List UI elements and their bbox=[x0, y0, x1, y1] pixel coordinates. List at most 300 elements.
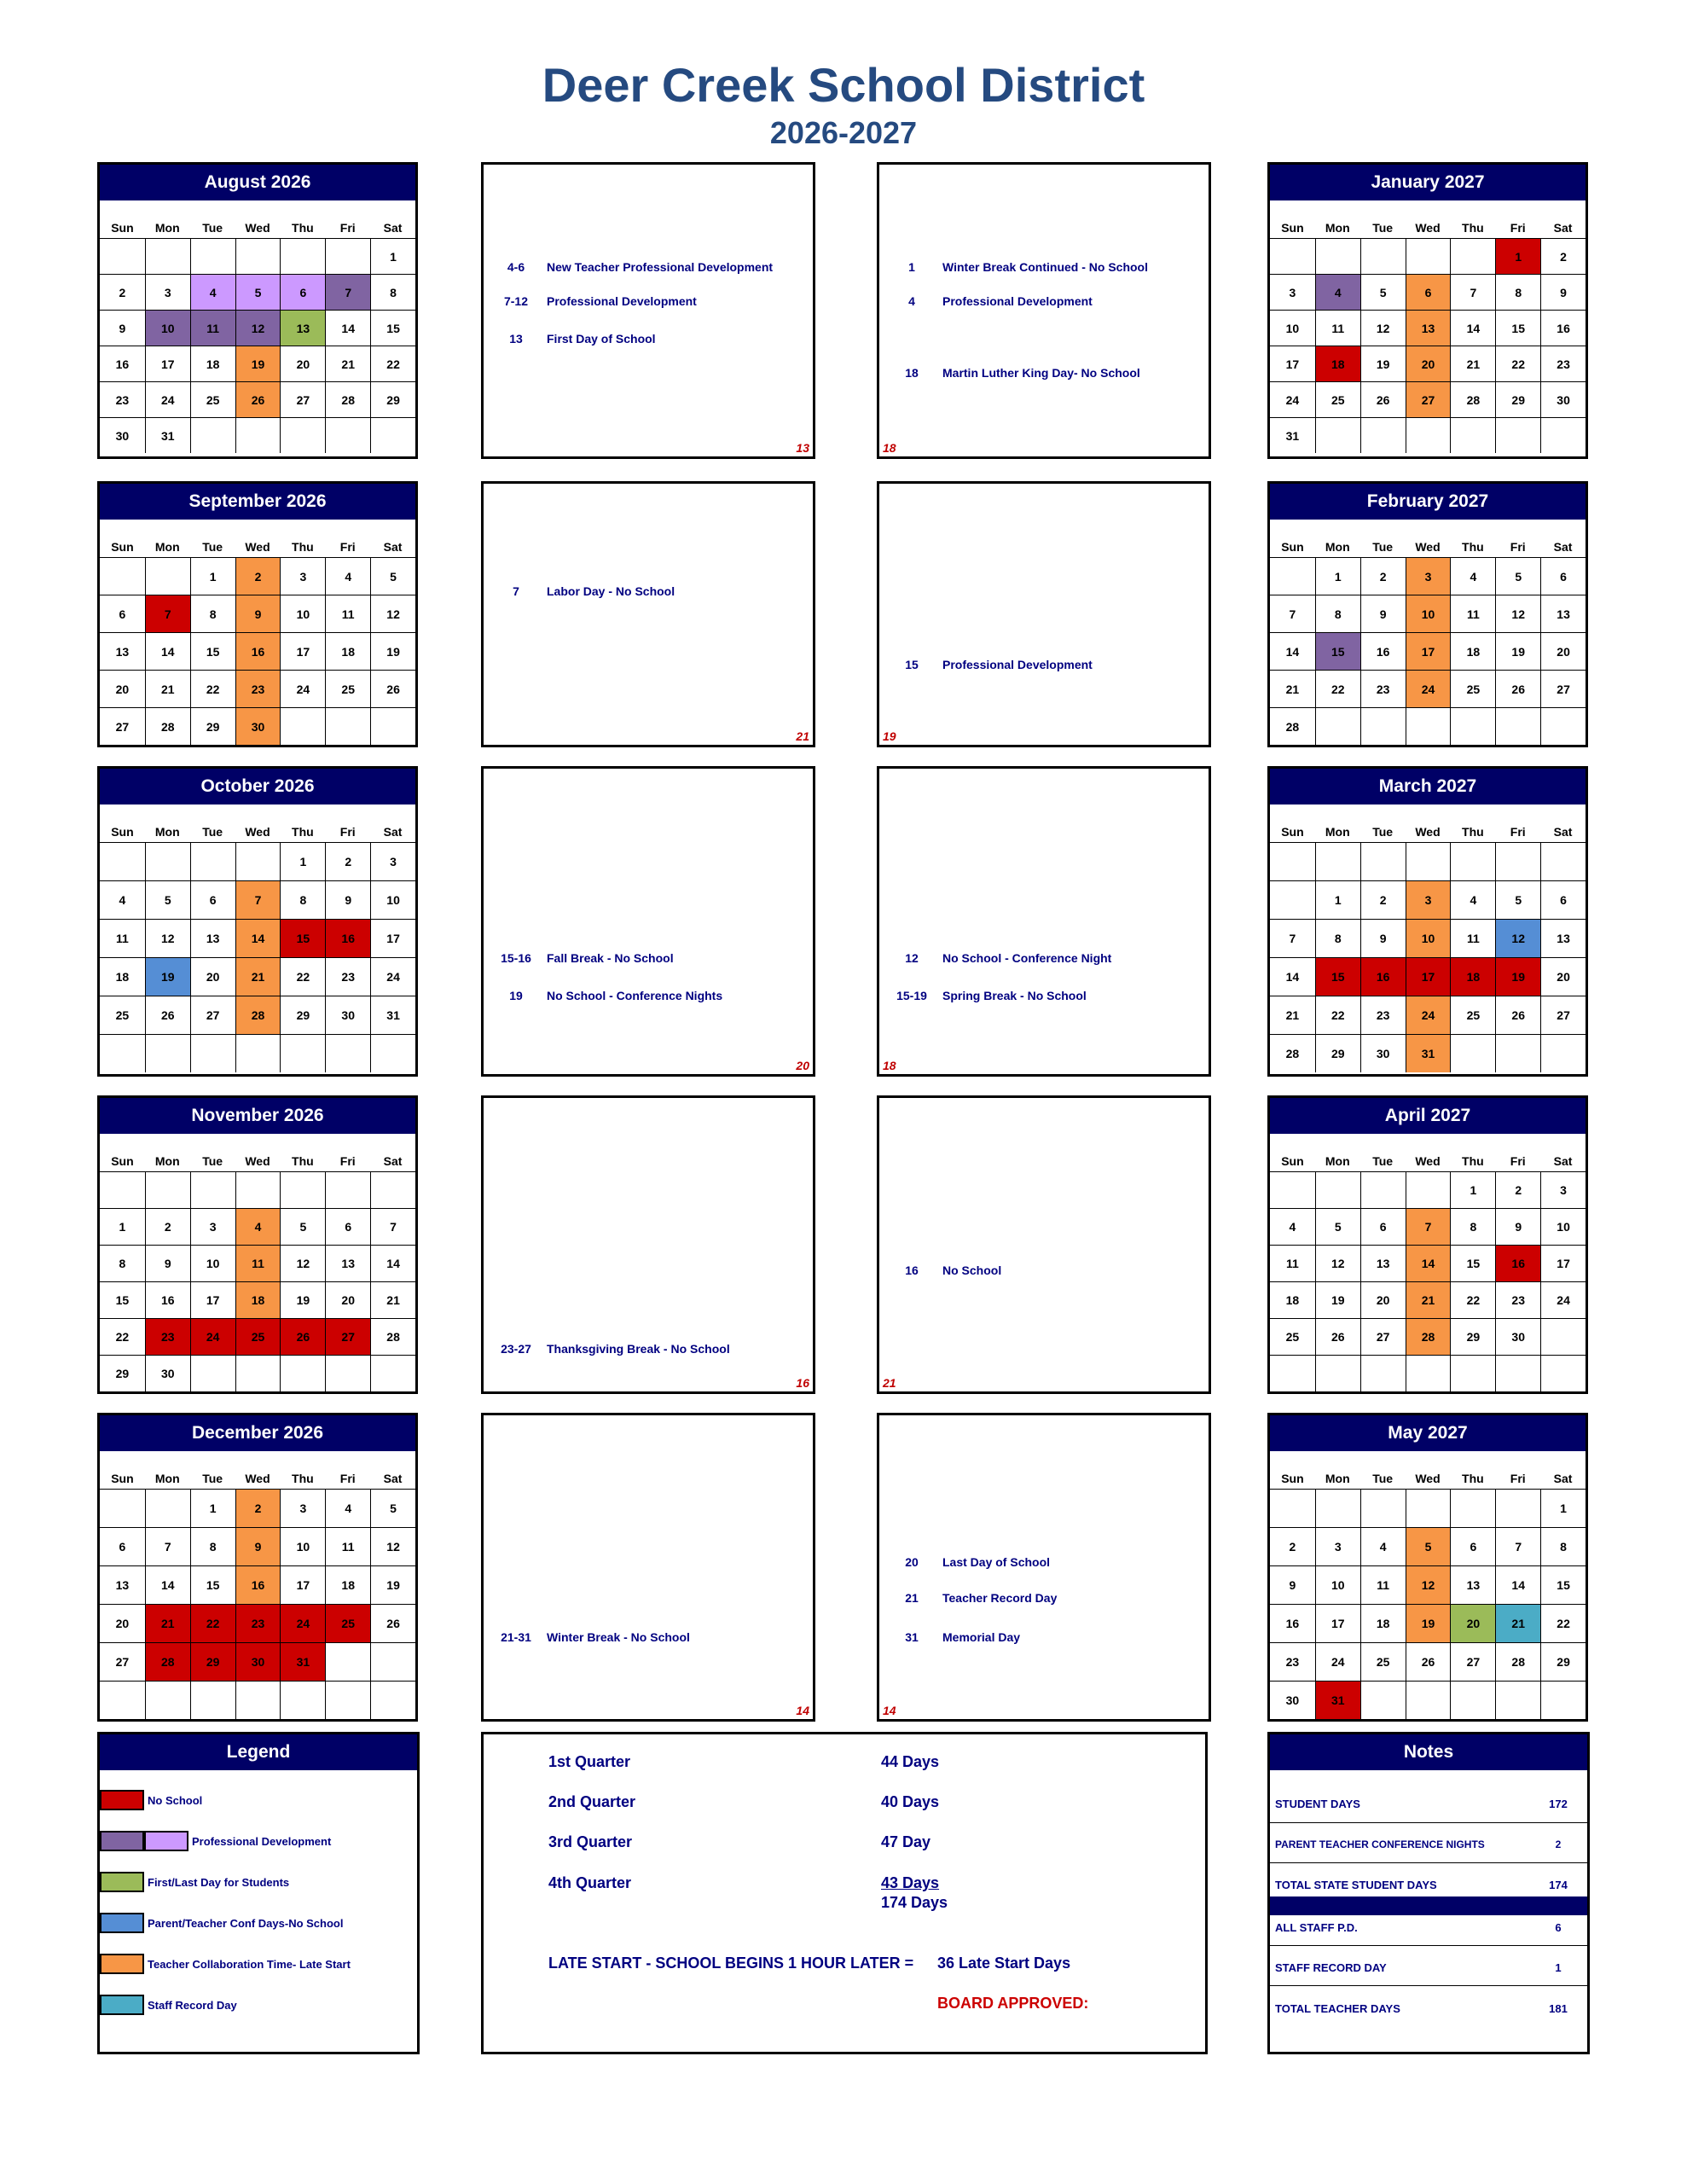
weekday-label: Wed bbox=[1415, 1472, 1441, 1485]
event-text: Teacher Record Day bbox=[942, 1591, 1058, 1605]
calendar-day: 18 bbox=[325, 1565, 370, 1604]
calendar-day: 27 bbox=[100, 707, 145, 745]
calendar-day: 16 bbox=[1360, 632, 1406, 670]
calendar-day: 17 bbox=[1406, 957, 1451, 996]
calendar-day: 13 bbox=[1360, 1245, 1406, 1281]
calendar-day: 27 bbox=[190, 996, 235, 1034]
calendar-empty-cell bbox=[100, 238, 145, 274]
calendar-day: 7 bbox=[145, 1527, 190, 1565]
notes-label: STAFF RECORD DAY bbox=[1275, 1961, 1387, 1974]
calendar-empty-cell bbox=[280, 1171, 325, 1208]
calendar-day: 2 bbox=[1540, 238, 1586, 274]
notes-value: 181 bbox=[1549, 2002, 1568, 2015]
month-title: January 2027 bbox=[1270, 165, 1586, 200]
weekday-header bbox=[100, 520, 415, 557]
weekday-label: Tue bbox=[202, 540, 223, 554]
calendar-day: 3 bbox=[1315, 1527, 1360, 1565]
event-text: Professional Development bbox=[942, 658, 1093, 671]
calendar-empty-cell bbox=[1495, 1034, 1540, 1072]
notes-label: ALL STAFF P.D. bbox=[1275, 1921, 1358, 1934]
legend-item bbox=[100, 1912, 343, 1934]
calendar-day: 24 bbox=[1540, 1281, 1586, 1318]
calendar-empty-cell bbox=[1360, 238, 1406, 274]
calendar-day: 3 bbox=[370, 842, 415, 880]
event-text: Memorial Day bbox=[942, 1630, 1021, 1644]
quarter-4-label: 4th Quarter bbox=[548, 1874, 632, 1891]
calendar-day: 8 bbox=[1495, 274, 1540, 310]
calendar-day: 2 bbox=[1495, 1171, 1540, 1208]
calendar-empty-cell bbox=[190, 842, 235, 880]
calendar-day: 28 bbox=[1406, 1318, 1451, 1355]
legend-swatch bbox=[144, 1831, 188, 1851]
event-date: 20 bbox=[905, 1555, 919, 1569]
calendar-day: 25 bbox=[235, 1318, 281, 1355]
calendar-day: 16 bbox=[235, 1565, 281, 1604]
school-day-count: 14 bbox=[883, 1704, 896, 1717]
notes-panel bbox=[1267, 1732, 1590, 2054]
events-box-sep bbox=[481, 481, 815, 747]
calendar-empty-cell bbox=[1540, 1681, 1586, 1719]
calendar-day: 19 bbox=[235, 346, 281, 381]
calendar-day: 26 bbox=[235, 381, 281, 417]
calendar-empty-cell bbox=[280, 707, 325, 745]
calendar-day: 22 bbox=[190, 670, 235, 707]
calendar-day: 15 bbox=[1540, 1565, 1586, 1604]
calendar-day: 15 bbox=[280, 919, 325, 957]
calendar-day: 7 bbox=[370, 1208, 415, 1245]
calendar-day: 26 bbox=[1315, 1318, 1360, 1355]
calendar-day: 1 bbox=[370, 238, 415, 274]
weekday-label: Wed bbox=[1415, 825, 1441, 839]
calendar-empty-cell bbox=[325, 1642, 370, 1681]
divider bbox=[1270, 1985, 1587, 1986]
calendar-day: 17 bbox=[280, 1565, 325, 1604]
calendar-day: 7 bbox=[235, 880, 281, 919]
calendar-day: 17 bbox=[280, 632, 325, 670]
calendar-day: 14 bbox=[1406, 1245, 1451, 1281]
weekday-label: Fri bbox=[1510, 1472, 1526, 1485]
weekday-header bbox=[1270, 200, 1586, 238]
calendar-day: 5 bbox=[1495, 880, 1540, 919]
weekday-label: Fri bbox=[339, 825, 356, 839]
calendar-day: 30 bbox=[1360, 1034, 1406, 1072]
calendar-day: 15 bbox=[1315, 957, 1360, 996]
weekday-label: Wed bbox=[245, 540, 270, 554]
calendar-day: 20 bbox=[280, 346, 325, 381]
quarter-2-label: 2nd Quarter bbox=[548, 1793, 636, 1810]
calendar-day: 22 bbox=[190, 1604, 235, 1642]
weekday-label: Sun bbox=[1281, 825, 1304, 839]
month-title: December 2026 bbox=[100, 1415, 415, 1451]
legend-label: No School bbox=[148, 1793, 203, 1807]
calendar-day: 28 bbox=[1270, 1034, 1315, 1072]
calendar-empty-cell bbox=[1540, 842, 1586, 880]
calendar-day: 20 bbox=[100, 1604, 145, 1642]
event-text: No School bbox=[942, 1263, 1002, 1277]
calendar-day: 10 bbox=[370, 880, 415, 919]
calendar-day: 31 bbox=[1315, 1681, 1360, 1719]
legend-label: First/Last Day for Students bbox=[148, 1875, 290, 1889]
weekday-header bbox=[100, 804, 415, 842]
event-text: Winter Break - No School bbox=[547, 1630, 690, 1644]
calendar-day: 24 bbox=[145, 381, 190, 417]
calendar-day: 31 bbox=[280, 1642, 325, 1681]
calendar-day: 29 bbox=[280, 996, 325, 1034]
weekday-label: Mon bbox=[1325, 1472, 1350, 1485]
calendar-day: 19 bbox=[280, 1281, 325, 1318]
calendar-day: 12 bbox=[145, 919, 190, 957]
calendar-empty-cell bbox=[1406, 238, 1451, 274]
calendar-day: 25 bbox=[1315, 381, 1360, 417]
notes-label: PARENT TEACHER CONFERENCE NIGHTS bbox=[1275, 1838, 1485, 1850]
calendar-day: 22 bbox=[1540, 1604, 1586, 1642]
event-date: 7-12 bbox=[503, 294, 529, 308]
calendar-day: 17 bbox=[370, 919, 415, 957]
quarter-1-days: 44 Days bbox=[881, 1753, 940, 1770]
calendar-day: 6 bbox=[325, 1208, 370, 1245]
weekday-header bbox=[1270, 1451, 1586, 1489]
event-date: 12 bbox=[905, 951, 919, 965]
calendar-empty-cell bbox=[1270, 842, 1315, 880]
legend-panel bbox=[97, 1732, 420, 2054]
calendar-day: 5 bbox=[1406, 1527, 1451, 1565]
calendar-day: 16 bbox=[100, 346, 145, 381]
weekday-label: Sat bbox=[1553, 540, 1573, 554]
events-box-aug bbox=[481, 162, 815, 459]
calendar-day: 27 bbox=[100, 1642, 145, 1681]
notes-row bbox=[1275, 2002, 1575, 2015]
calendar-empty-cell bbox=[1360, 842, 1406, 880]
calendar-day: 13 bbox=[1540, 919, 1586, 957]
calendar-day: 18 bbox=[1270, 1281, 1315, 1318]
notes-label: TOTAL STATE STUDENT DAYS bbox=[1275, 1879, 1437, 1891]
calendar-day: 19 bbox=[1406, 1604, 1451, 1642]
event-text: Last Day of School bbox=[942, 1555, 1051, 1569]
calendar-day: 21 bbox=[145, 670, 190, 707]
calendar-day: 29 bbox=[1450, 1318, 1495, 1355]
calendar-empty-cell bbox=[370, 1642, 415, 1681]
calendar-day: 4 bbox=[1450, 880, 1495, 919]
calendar-day: 29 bbox=[190, 707, 235, 745]
calendar-day: 4 bbox=[325, 1489, 370, 1527]
weekday-label: Fri bbox=[339, 1472, 356, 1485]
calendar-empty-cell bbox=[190, 1034, 235, 1072]
calendar-day: 22 bbox=[1495, 346, 1540, 381]
calendar-day: 28 bbox=[1270, 707, 1315, 745]
calendar-day: 24 bbox=[1315, 1642, 1360, 1681]
calendar-empty-cell bbox=[235, 238, 281, 274]
calendar-day: 27 bbox=[1540, 670, 1586, 707]
calendar-empty-cell bbox=[1450, 417, 1495, 453]
weekday-label: Tue bbox=[1372, 1154, 1394, 1168]
school-day-count: 16 bbox=[796, 1376, 809, 1390]
calendar-day: 23 bbox=[235, 670, 281, 707]
calendar-day: 9 bbox=[1360, 919, 1406, 957]
school-day-count: 18 bbox=[883, 441, 896, 455]
day-grid bbox=[100, 1489, 415, 1719]
calendar-empty-cell bbox=[235, 1355, 281, 1391]
notes-row bbox=[1275, 1798, 1575, 1810]
calendar-day: 1 bbox=[280, 842, 325, 880]
calendar-day: 12 bbox=[1495, 595, 1540, 632]
calendar-day: 2 bbox=[325, 842, 370, 880]
calendar-day: 7 bbox=[1270, 595, 1315, 632]
calendar-day: 21 bbox=[370, 1281, 415, 1318]
calendar-day: 16 bbox=[1540, 310, 1586, 346]
event-date: 18 bbox=[905, 366, 919, 380]
calendar-empty-cell bbox=[1540, 417, 1586, 453]
calendar-empty-cell bbox=[235, 417, 281, 453]
calendar-day: 12 bbox=[280, 1245, 325, 1281]
calendar-day: 22 bbox=[1450, 1281, 1495, 1318]
weekday-label: Fri bbox=[339, 1154, 356, 1168]
calendar-day: 29 bbox=[100, 1355, 145, 1391]
notes-value: 174 bbox=[1549, 1879, 1568, 1891]
calendar-empty-cell bbox=[1315, 707, 1360, 745]
weekday-label: Thu bbox=[292, 1472, 314, 1485]
weekday-label: Sun bbox=[1281, 1154, 1304, 1168]
calendar-day: 6 bbox=[1450, 1527, 1495, 1565]
calendar-day: 28 bbox=[325, 381, 370, 417]
school-day-count: 19 bbox=[883, 729, 896, 743]
weekday-label: Thu bbox=[292, 825, 314, 839]
calendar-day: 10 bbox=[280, 1527, 325, 1565]
weekday-label: Thu bbox=[1462, 540, 1484, 554]
calendar-day: 26 bbox=[145, 996, 190, 1034]
calendar-day: 17 bbox=[1270, 346, 1315, 381]
weekday-label: Fri bbox=[1510, 540, 1526, 554]
legend-swatch bbox=[100, 1913, 144, 1933]
calendar-empty-cell bbox=[1540, 1318, 1586, 1355]
calendar-day: 1 bbox=[1315, 880, 1360, 919]
calendar-empty-cell bbox=[145, 238, 190, 274]
calendar-day: 18 bbox=[1450, 632, 1495, 670]
calendar-empty-cell bbox=[1315, 1171, 1360, 1208]
calendar-empty-cell bbox=[235, 1034, 281, 1072]
calendar-day: 18 bbox=[235, 1281, 281, 1318]
calendar-day: 20 bbox=[100, 670, 145, 707]
calendar-day: 8 bbox=[1315, 595, 1360, 632]
calendar-day: 16 bbox=[1270, 1604, 1315, 1642]
calendar-day: 27 bbox=[280, 381, 325, 417]
calendar-day: 4 bbox=[1270, 1208, 1315, 1245]
calendar-empty-cell bbox=[1495, 1489, 1540, 1527]
calendar-day: 9 bbox=[235, 595, 281, 632]
calendar-empty-cell bbox=[280, 417, 325, 453]
calendar-day: 28 bbox=[145, 707, 190, 745]
weekday-label: Fri bbox=[339, 221, 356, 235]
calendar-empty-cell bbox=[370, 417, 415, 453]
calendar-empty-cell bbox=[1270, 1355, 1315, 1391]
school-day-count: 21 bbox=[883, 1376, 896, 1390]
calendar-day: 24 bbox=[1406, 996, 1451, 1034]
calendar-day: 11 bbox=[1360, 1565, 1406, 1604]
calendar-day: 5 bbox=[370, 557, 415, 595]
day-grid bbox=[100, 1171, 415, 1391]
calendar-day: 27 bbox=[325, 1318, 370, 1355]
calendar-day: 4 bbox=[1360, 1527, 1406, 1565]
calendar-day: 12 bbox=[235, 310, 281, 346]
calendar-day: 7 bbox=[145, 595, 190, 632]
calendar-day: 27 bbox=[1450, 1642, 1495, 1681]
quarter-1-label: 1st Quarter bbox=[548, 1753, 631, 1770]
calendar-day: 18 bbox=[190, 346, 235, 381]
calendar-empty-cell bbox=[100, 842, 145, 880]
notes-value: 172 bbox=[1549, 1798, 1568, 1810]
calendar-day: 9 bbox=[145, 1245, 190, 1281]
month-calendar-dec bbox=[97, 1413, 418, 1722]
calendar-day: 29 bbox=[1540, 1642, 1586, 1681]
weekday-label: Fri bbox=[1510, 1154, 1526, 1168]
weekday-label: Sat bbox=[1553, 825, 1573, 839]
month-calendar-mar bbox=[1267, 766, 1588, 1077]
calendar-day: 10 bbox=[1540, 1208, 1586, 1245]
weekday-label: Sun bbox=[111, 1472, 134, 1485]
calendar-day: 20 bbox=[1540, 632, 1586, 670]
calendar-day: 3 bbox=[190, 1208, 235, 1245]
month-title: October 2026 bbox=[100, 769, 415, 804]
calendar-day: 11 bbox=[1450, 919, 1495, 957]
calendar-day: 26 bbox=[1495, 996, 1540, 1034]
calendar-day: 30 bbox=[1270, 1681, 1315, 1719]
calendar-empty-cell bbox=[370, 1034, 415, 1072]
calendar-day: 24 bbox=[1270, 381, 1315, 417]
school-day-count: 21 bbox=[796, 729, 809, 743]
calendar-day: 30 bbox=[145, 1355, 190, 1391]
calendar-day: 1 bbox=[100, 1208, 145, 1245]
weekday-label: Sun bbox=[1281, 1472, 1304, 1485]
calendar-day: 3 bbox=[145, 274, 190, 310]
calendar-day: 25 bbox=[100, 996, 145, 1034]
weekday-label: Mon bbox=[154, 221, 180, 235]
calendar-empty-cell bbox=[145, 1034, 190, 1072]
event-date: 21 bbox=[905, 1591, 919, 1605]
calendar-day: 13 bbox=[190, 919, 235, 957]
calendar-day: 11 bbox=[235, 1245, 281, 1281]
event-date: 7 bbox=[513, 584, 519, 598]
calendar-day: 21 bbox=[1450, 346, 1495, 381]
calendar-day: 14 bbox=[1495, 1565, 1540, 1604]
notes-value: 6 bbox=[1555, 1921, 1562, 1934]
calendar-day: 6 bbox=[1360, 1208, 1406, 1245]
notes-divider-bar bbox=[1270, 1896, 1587, 1915]
notes-row bbox=[1275, 1879, 1575, 1891]
day-grid bbox=[1270, 238, 1586, 453]
calendar-day: 21 bbox=[1406, 1281, 1451, 1318]
weekday-label: Mon bbox=[1325, 221, 1350, 235]
calendar-day: 17 bbox=[145, 346, 190, 381]
calendar-empty-cell bbox=[325, 1681, 370, 1719]
calendar-day: 14 bbox=[325, 310, 370, 346]
calendar-empty-cell bbox=[1360, 1489, 1406, 1527]
calendar-day: 16 bbox=[145, 1281, 190, 1318]
event-text: Labor Day - No School bbox=[547, 584, 675, 598]
quarter-4-days: 43 Days bbox=[881, 1874, 940, 1891]
weekday-label: Tue bbox=[202, 825, 223, 839]
calendar-empty-cell bbox=[1450, 1034, 1495, 1072]
calendar-day: 20 bbox=[1450, 1604, 1495, 1642]
calendar-day: 20 bbox=[1406, 346, 1451, 381]
weekday-label: Thu bbox=[292, 540, 314, 554]
calendar-empty-cell bbox=[1315, 1355, 1360, 1391]
calendar-empty-cell bbox=[1540, 1034, 1586, 1072]
calendar-day: 3 bbox=[1270, 274, 1315, 310]
calendar-day: 13 bbox=[1540, 595, 1586, 632]
weekday-label: Wed bbox=[245, 221, 270, 235]
calendar-day: 6 bbox=[1540, 880, 1586, 919]
calendar-empty-cell bbox=[1360, 1355, 1406, 1391]
calendar-day: 14 bbox=[1270, 957, 1315, 996]
notes-value: 1 bbox=[1555, 1961, 1562, 1974]
calendar-empty-cell bbox=[1450, 707, 1495, 745]
calendar-day: 21 bbox=[1495, 1604, 1540, 1642]
calendar-day: 30 bbox=[235, 1642, 281, 1681]
calendar-day: 16 bbox=[1495, 1245, 1540, 1281]
calendar-empty-cell bbox=[280, 238, 325, 274]
calendar-day: 4 bbox=[1315, 274, 1360, 310]
legend-item bbox=[100, 1953, 351, 1975]
divider bbox=[1270, 1945, 1587, 1946]
weekday-header bbox=[100, 1134, 415, 1171]
calendar-day: 28 bbox=[1495, 1642, 1540, 1681]
calendar-day: 16 bbox=[1360, 957, 1406, 996]
day-grid bbox=[1270, 842, 1586, 1072]
calendar-day: 13 bbox=[325, 1245, 370, 1281]
calendar-empty-cell bbox=[100, 1681, 145, 1719]
weekday-label: Sun bbox=[111, 540, 134, 554]
quarter-2-days: 40 Days bbox=[881, 1793, 940, 1810]
weekday-header bbox=[100, 200, 415, 238]
calendar-day: 1 bbox=[190, 557, 235, 595]
calendar-day: 30 bbox=[235, 707, 281, 745]
calendar-empty-cell bbox=[100, 1034, 145, 1072]
weekday-label: Thu bbox=[292, 1154, 314, 1168]
month-calendar-feb bbox=[1267, 481, 1588, 747]
weekday-label: Mon bbox=[154, 1472, 180, 1485]
calendar-day: 9 bbox=[1270, 1565, 1315, 1604]
calendar-empty-cell bbox=[325, 1171, 370, 1208]
calendar-day: 5 bbox=[280, 1208, 325, 1245]
calendar-day: 5 bbox=[1495, 557, 1540, 595]
event-text: New Teacher Professional Development bbox=[547, 260, 774, 274]
weekday-label: Wed bbox=[1415, 540, 1441, 554]
calendar-day: 23 bbox=[1360, 670, 1406, 707]
calendar-day: 6 bbox=[100, 595, 145, 632]
calendar-day: 11 bbox=[1315, 310, 1360, 346]
calendar-day: 15 bbox=[370, 310, 415, 346]
weekday-label: Sat bbox=[1553, 1154, 1573, 1168]
calendar-day: 18 bbox=[1360, 1604, 1406, 1642]
calendar-day: 13 bbox=[1406, 310, 1451, 346]
calendar-day: 12 bbox=[1315, 1245, 1360, 1281]
calendar-day: 20 bbox=[190, 957, 235, 996]
calendar-day: 18 bbox=[1315, 346, 1360, 381]
event-text: Professional Development bbox=[547, 294, 697, 308]
calendar-empty-cell bbox=[1406, 707, 1451, 745]
calendar-empty-cell bbox=[1406, 1489, 1451, 1527]
calendar-day: 8 bbox=[370, 274, 415, 310]
calendar-day: 17 bbox=[190, 1281, 235, 1318]
calendar-empty-cell bbox=[1495, 1355, 1540, 1391]
calendar-day: 16 bbox=[325, 919, 370, 957]
legend-swatch bbox=[100, 1831, 144, 1851]
events-box-apr bbox=[877, 1095, 1211, 1394]
calendar-day: 15 bbox=[1450, 1245, 1495, 1281]
calendar-empty-cell bbox=[145, 557, 190, 595]
weekday-label: Fri bbox=[1510, 221, 1526, 235]
calendar-day: 4 bbox=[100, 880, 145, 919]
calendar-day: 8 bbox=[1315, 919, 1360, 957]
